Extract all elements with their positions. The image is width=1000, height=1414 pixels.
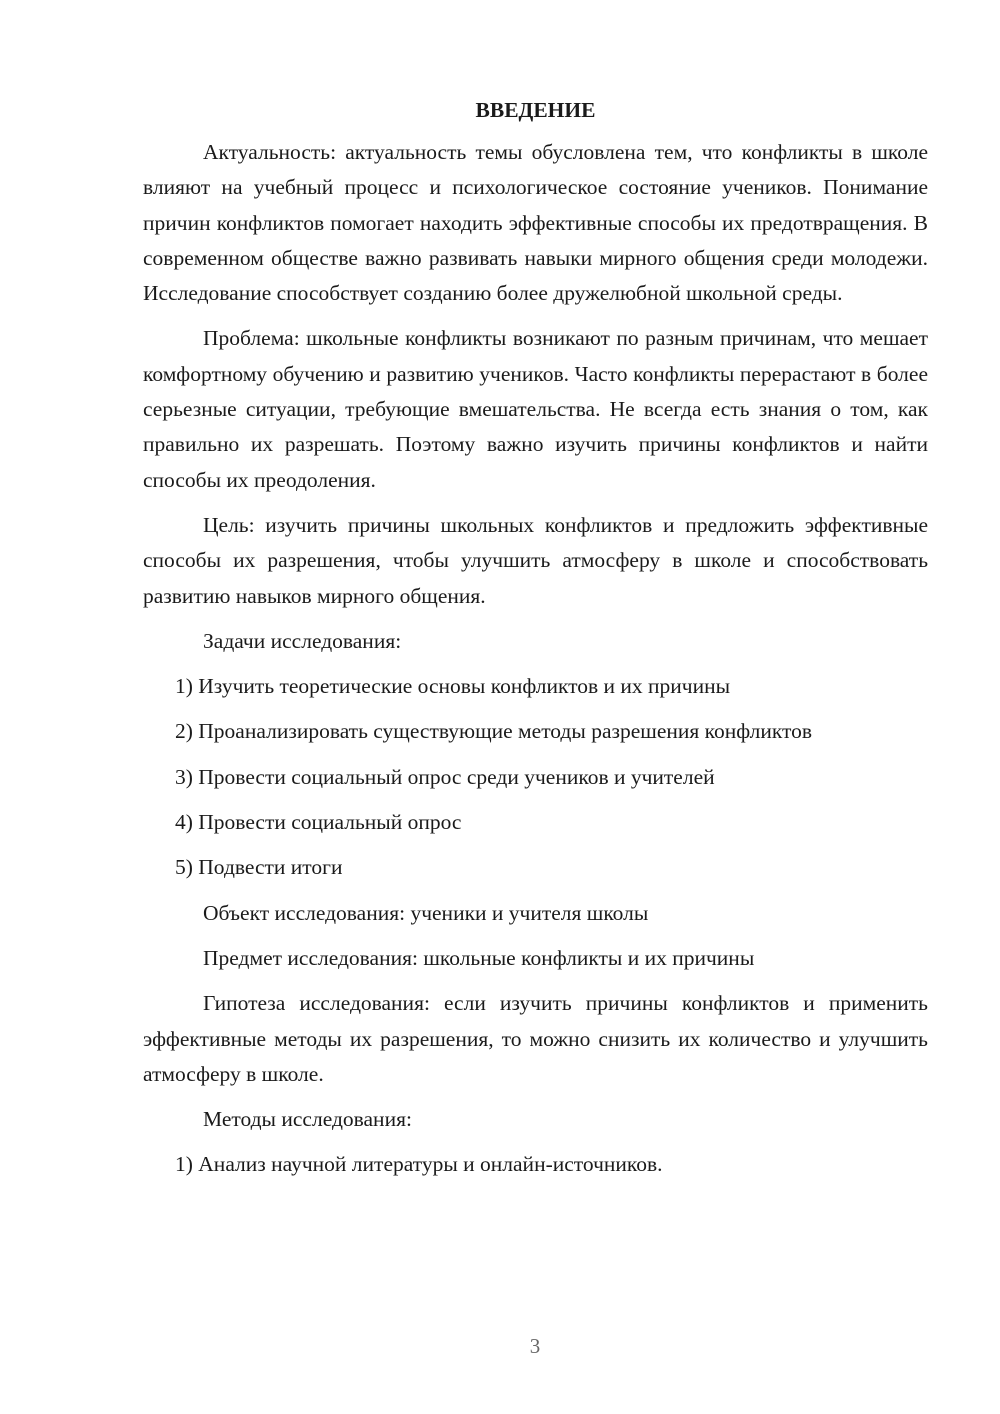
- methods-heading: Методы исследования:: [203, 1107, 412, 1132]
- research-subject: Предмет исследования: школьные конфликты и их причины: [203, 945, 755, 970]
- goal-paragraph: Цель: изучить причины школьных конфликтов и предложить эффективные способы их разрешения, чтобы улучшить атмосферу в школе и способствовать развитию навыков мирного общения.: [143, 512, 928, 608]
- tasks-heading: Задачи исследования:: [203, 628, 402, 653]
- task-item: 2) Проанализировать существующие методы разрешения конфликтов: [175, 719, 813, 744]
- page-number: 3: [529, 1334, 541, 1358]
- section-title: ВВЕДЕНИЕ: [475, 98, 596, 122]
- task-item: 4) Провести социальный опрос: [175, 810, 462, 835]
- task-item: 3) Провести социальный опрос среди учеников и учителей: [175, 764, 715, 789]
- hypothesis-paragraph: Гипотеза исследования: если изучить причины конфликтов и применить эффективные методы их разрешения, то можно снизить их количество и улучшить атмосферу в школе.: [143, 991, 928, 1086]
- method-item: 1) Анализ научной литературы и онлайн-источников.: [175, 1152, 663, 1177]
- task-item: 1) Изучить теоретические основы конфликтов и их причины: [175, 674, 731, 699]
- problem-paragraph: Проблема: школьные конфликты возникают по разным причинам, что мешает комфортному обучению и развитию учеников. Часто конфликты перерастают в более серьезные ситуации, требующие вмешательства. Не всегда есть знания о том, как правильно их разрешать. Поэтому важно изучить причины конфликтов и найти способы их преодоления.: [143, 326, 928, 492]
- relevance-paragraph: Актуальность: актуальность темы обусловлена тем, что конфликты в школе влияют на учебный процесс и психологическое состояние учеников. Понимание причин конфликтов помогает находить эффективные способы их предотвращения. В современном обществе важно развивать навыки мирного общения среди молодежи. Исследование способствует созданию более дружелюбной школьной среды.: [143, 140, 928, 306]
- document-page: [143, 95, 928, 1193]
- research-object: Объект исследования: ученики и учителя школы: [203, 900, 649, 925]
- task-item: 5) Подвести итоги: [175, 855, 343, 880]
